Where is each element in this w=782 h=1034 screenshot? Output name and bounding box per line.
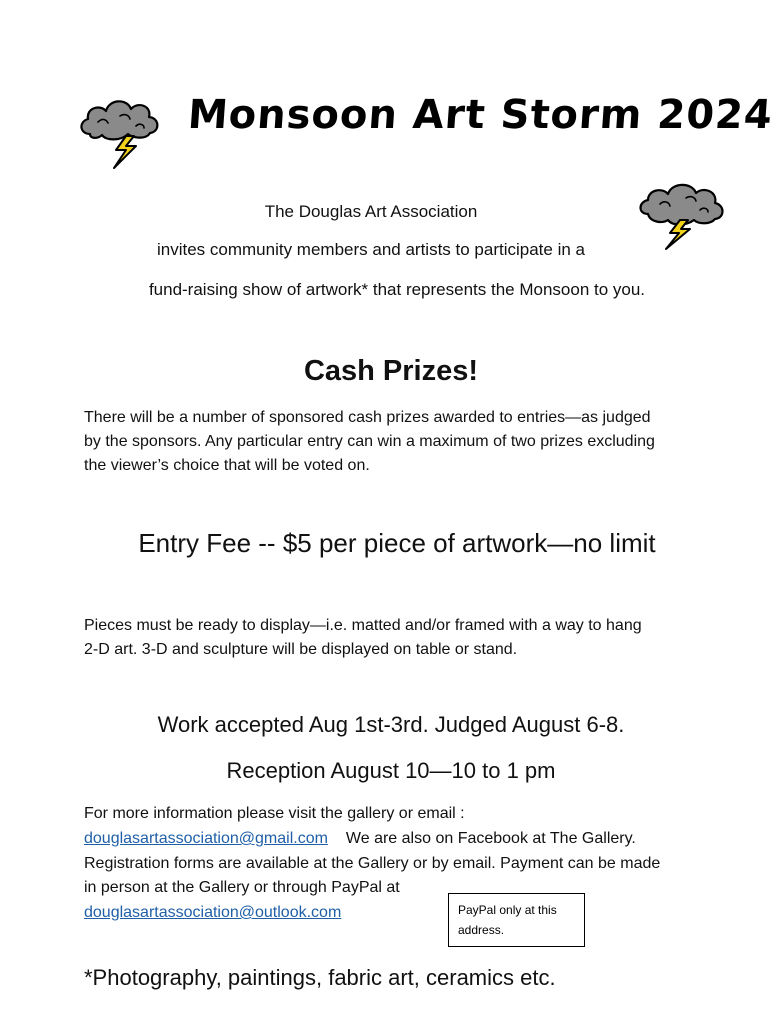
cash-prizes-heading: Cash Prizes! [303,355,479,387]
outlook-email-line [84,900,724,925]
registration-info: Registration forms are available at the Gallery or by email. Payment can be made [84,855,661,872]
intro-invitation: invites community members and artists to participate in a [156,240,585,259]
payment-info: in person at the Gallery or through PayPal at [84,879,400,896]
cash-prizes-text: There will be a number of sponsored cash prizes awarded to entries—as judged by the sponsors. Any particular entry can win a maximum of two prizes excluding the viewer’s choice that will be voted on. [84,409,655,474]
intro-description: fund-raising show of artwork* that represents the Monsoon to you. [148,280,646,299]
intro-association: The Douglas Art Association [264,202,478,221]
outlook-link[interactable]: douglasartassociation@outlook.com [84,904,342,921]
entry-fee: Entry Fee -- $5 per piece of artwork—no limit [138,528,656,558]
page-title: Monsoon Art Storm 2024 [186,92,775,138]
work-accepted-dates: Work accepted Aug 1st-3rd. Judged August 6-8. [157,712,625,737]
display-requirements: Pieces must be ready to display—i.e. matted and/or framed with a way to hang 2-D art. 3-D and sculpture will be displayed on table or stand. [84,617,642,658]
gmail-link[interactable]: douglasartassociation@gmail.com [84,830,328,847]
contact-intro: For more information please visit the gallery or email : [84,805,465,822]
reception-info: Reception August 10—10 to 1 pm [226,758,556,783]
artwork-types-footnote: *Photography, paintings, fabric art, ceramics etc. [84,965,556,990]
paypal-note-box: PayPal only at this address. [448,893,585,947]
storm-cloud-lightning-icon [76,88,162,174]
facebook-note: We are also on Facebook at The Gallery. [345,830,636,847]
contact-email-line [84,826,724,851]
